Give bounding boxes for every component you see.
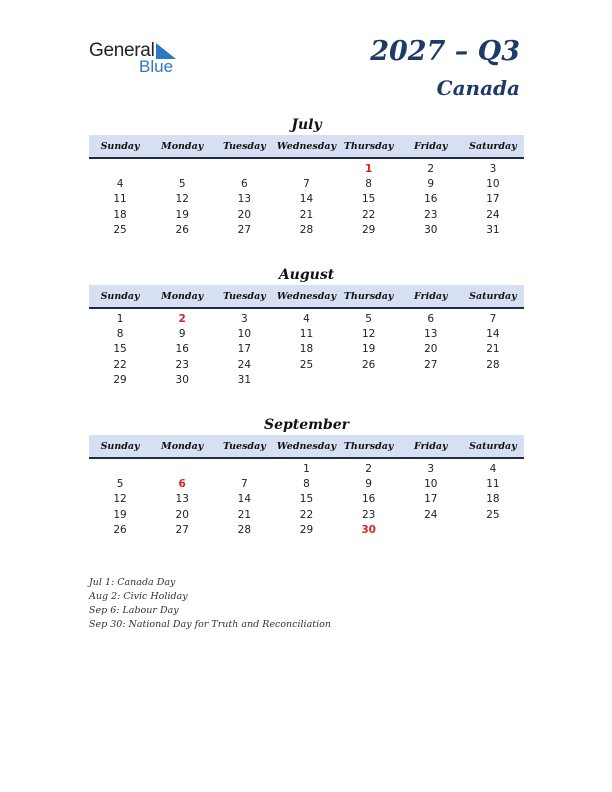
day-cell: 30 [175, 373, 189, 386]
weekday-header-row [89, 285, 524, 309]
day-cell: 28 [237, 523, 252, 536]
day-cell: 12 [361, 327, 376, 340]
weekday-label: Monday [161, 140, 204, 152]
weekday-label: Tuesday [222, 440, 266, 452]
weekday-label: Friday [414, 140, 448, 152]
week-row [89, 492, 524, 507]
brand-word-blue: Blue [139, 57, 174, 76]
holiday-day-cell: 1 [364, 162, 373, 175]
weekday-label: Saturday [469, 290, 517, 302]
day-cell: 5 [178, 177, 186, 190]
day-cell: 22 [299, 508, 314, 521]
day-cell: 28 [299, 223, 314, 236]
weekday-label: Saturday [469, 440, 517, 452]
page-subtitle: Canada [436, 76, 520, 100]
day-cell: 29 [299, 523, 314, 536]
week-row [89, 176, 524, 191]
day-cell: 7 [489, 312, 497, 325]
day-cell: 4 [303, 312, 310, 325]
page-title: 2027 – Q3 [370, 36, 520, 67]
month-calendar-july [89, 116, 524, 237]
day-cell: 4 [116, 177, 124, 190]
week-row [89, 161, 524, 176]
day-cell: 8 [365, 177, 372, 190]
holiday-note: Sep 6: Labour Day [89, 605, 179, 616]
day-cell: 16 [424, 193, 438, 206]
day-cell: 26 [113, 523, 127, 536]
brand-word-general: General [89, 40, 155, 61]
weekday-header-row [89, 435, 524, 459]
day-cell: 9 [365, 477, 372, 490]
weekday-label: Friday [414, 440, 448, 452]
day-cell: 18 [486, 493, 500, 506]
month-name: August [278, 267, 335, 283]
day-cell: 11 [486, 477, 500, 490]
weekday-label: Wednesday [276, 290, 337, 302]
day-cell: 17 [486, 193, 500, 206]
day-cell: 21 [237, 508, 252, 521]
weekday-label: Wednesday [276, 140, 337, 152]
weekday-label: Sunday [100, 440, 140, 452]
holiday-note: Jul 1: Canada Day [89, 577, 176, 588]
day-cell: 5 [116, 477, 124, 490]
day-cell: 24 [486, 208, 500, 221]
day-cell: 15 [113, 343, 127, 356]
day-cell: 7 [241, 477, 248, 490]
day-cell: 26 [361, 358, 376, 371]
brand-logo [89, 40, 199, 80]
day-cell: 23 [175, 358, 189, 371]
week-row [89, 326, 524, 341]
day-cell: 20 [237, 208, 252, 221]
holiday-notes [89, 576, 509, 632]
weekday-label: Sunday [100, 290, 140, 302]
day-cell: 14 [486, 327, 500, 340]
day-cell: 1 [116, 312, 124, 325]
day-cell: 22 [113, 358, 127, 371]
month-calendar-august [89, 266, 524, 387]
day-cell: 9 [427, 177, 435, 190]
day-cell: 6 [241, 177, 248, 190]
day-cell: 17 [424, 493, 438, 506]
day-cell: 9 [178, 327, 186, 340]
day-cell: 26 [175, 223, 189, 236]
day-cell: 3 [489, 162, 497, 175]
day-cell: 10 [424, 477, 438, 490]
holiday-note: Aug 2: Civic Holiday [89, 591, 188, 602]
week-row [89, 207, 524, 222]
month-name: September [263, 417, 350, 433]
day-cell: 12 [113, 493, 127, 506]
weekday-label: Thursday [343, 140, 394, 152]
week-row [89, 372, 524, 387]
day-cell: 14 [237, 493, 252, 506]
day-cell: 16 [175, 343, 189, 356]
day-cell: 5 [365, 312, 372, 325]
weekday-label: Saturday [469, 140, 517, 152]
weekday-label: Wednesday [276, 440, 337, 452]
day-cell: 18 [299, 343, 314, 356]
day-cell: 4 [489, 462, 497, 475]
day-cell: 19 [175, 208, 189, 221]
day-cell: 13 [175, 493, 189, 506]
holiday-day-cell: 6 [178, 477, 186, 490]
week-row [89, 461, 524, 476]
day-cell: 13 [237, 193, 252, 206]
day-cell: 29 [113, 373, 127, 386]
month-name: July [291, 117, 322, 133]
day-cell: 1 [303, 462, 310, 475]
day-cell: 27 [237, 223, 252, 236]
day-cell: 15 [299, 493, 314, 506]
week-row [89, 342, 524, 357]
holiday-note: Sep 30: National Day for Truth and Reconciliation [89, 619, 331, 630]
weekday-label: Thursday [343, 290, 394, 302]
day-cell: 10 [486, 177, 500, 190]
day-cell: 16 [361, 493, 376, 506]
day-cell: 27 [175, 523, 189, 536]
day-cell: 27 [424, 358, 438, 371]
day-cell: 3 [241, 312, 248, 325]
day-cell: 31 [237, 373, 252, 386]
week-row [89, 522, 524, 537]
day-cell: 22 [361, 208, 376, 221]
day-cell: 10 [237, 327, 252, 340]
day-cell: 11 [299, 327, 314, 340]
day-cell: 23 [361, 508, 376, 521]
day-cell: 2 [427, 162, 435, 175]
week-row [89, 222, 524, 237]
day-cell: 21 [486, 343, 500, 356]
weekday-label: Monday [161, 290, 204, 302]
day-cell: 31 [486, 223, 500, 236]
day-cell: 15 [361, 193, 376, 206]
day-cell: 13 [424, 327, 438, 340]
weekday-label: Tuesday [222, 140, 266, 152]
weekday-label: Thursday [343, 440, 394, 452]
day-cell: 28 [486, 358, 500, 371]
day-cell: 25 [113, 223, 127, 236]
week-row [89, 311, 524, 326]
weekday-label: Monday [161, 440, 204, 452]
weekday-label: Friday [414, 290, 448, 302]
day-cell: 3 [427, 462, 435, 475]
weekday-label: Sunday [100, 140, 140, 152]
day-cell: 6 [427, 312, 435, 325]
day-cell: 19 [361, 343, 376, 356]
day-cell: 25 [299, 358, 314, 371]
day-cell: 29 [361, 223, 376, 236]
day-cell: 30 [424, 223, 438, 236]
day-cell: 20 [175, 508, 189, 521]
month-calendar-september [89, 416, 524, 537]
week-row [89, 476, 524, 491]
day-cell: 21 [299, 208, 314, 221]
weekday-label: Tuesday [222, 290, 266, 302]
day-cell: 12 [175, 193, 189, 206]
holiday-day-cell: 2 [178, 312, 186, 325]
day-cell: 11 [113, 193, 127, 206]
day-cell: 23 [424, 208, 438, 221]
weekday-header-row [89, 135, 524, 159]
week-row [89, 357, 524, 372]
day-cell: 24 [424, 508, 438, 521]
day-cell: 8 [303, 477, 310, 490]
week-row [89, 192, 524, 207]
week-row [89, 507, 524, 522]
day-cell: 20 [424, 343, 438, 356]
day-cell: 7 [303, 177, 310, 190]
day-cell: 25 [486, 508, 500, 521]
day-cell: 19 [113, 508, 127, 521]
day-cell: 2 [365, 462, 372, 475]
day-cell: 24 [237, 358, 252, 371]
day-cell: 14 [299, 193, 314, 206]
holiday-day-cell: 30 [361, 523, 376, 536]
day-cell: 17 [237, 343, 252, 356]
day-cell: 8 [116, 327, 124, 340]
day-cell: 18 [113, 208, 127, 221]
